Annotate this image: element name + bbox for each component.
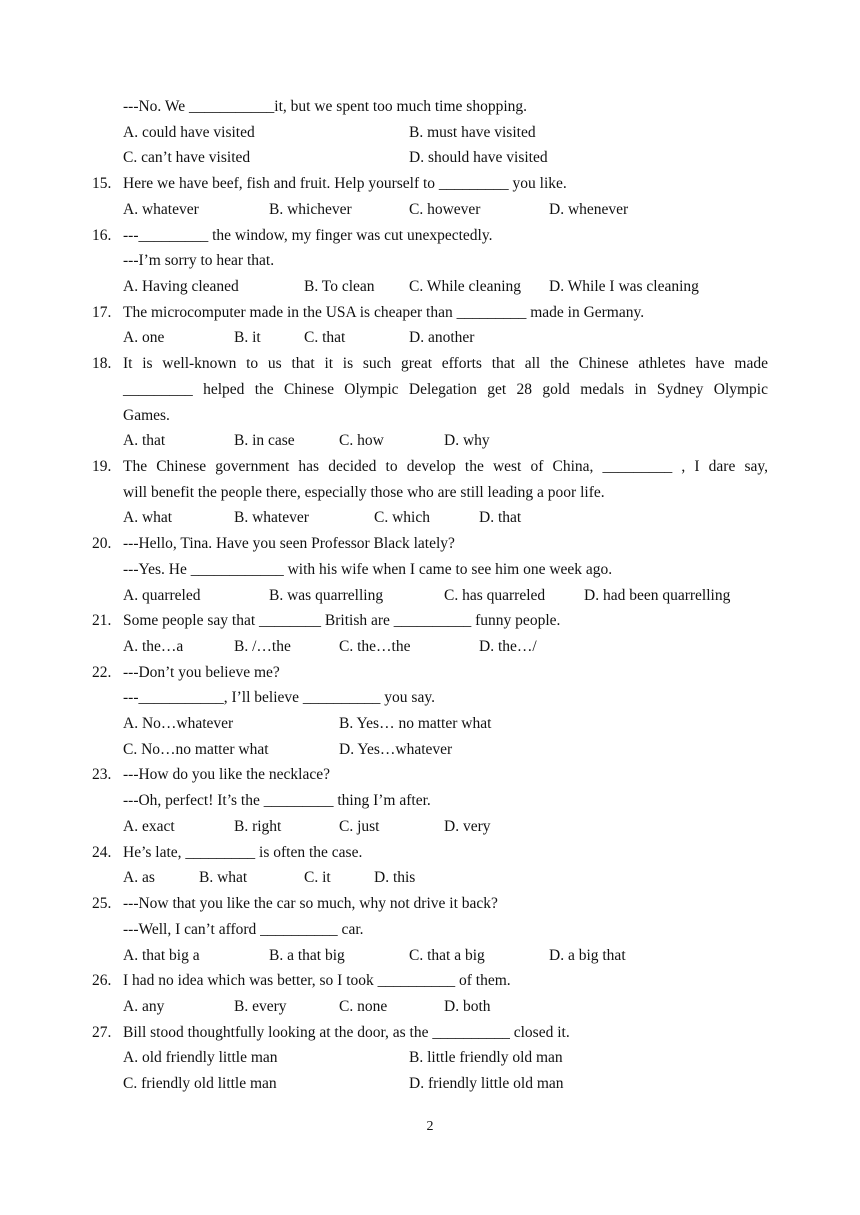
q17-option-d: D. another bbox=[409, 329, 475, 346]
q27-stem: Bill stood thoughtfully looking at the door, as the __________ closed it. bbox=[123, 1024, 570, 1041]
q26-option-d: D. both bbox=[444, 998, 491, 1015]
q18-option-d: D. why bbox=[444, 432, 490, 449]
q26-option-c: C. none bbox=[339, 998, 388, 1015]
q23-option-c: C. just bbox=[339, 818, 380, 835]
q18-stem-line1: It is well-known to us that it is such great efforts that all the Chinese athletes have made bbox=[123, 355, 768, 372]
q21-option-d: D. the…/ bbox=[479, 638, 537, 655]
q18-stem-line3: Games. bbox=[123, 407, 170, 424]
q18-option-b: B. in case bbox=[234, 432, 295, 449]
q16-stem-reply: ---I’m sorry to hear that. bbox=[123, 252, 275, 269]
q21-option-b: B. /…the bbox=[234, 638, 291, 655]
q19-option-c: C. which bbox=[374, 509, 430, 526]
q15-option-d: D. whenever bbox=[549, 201, 629, 218]
q25-stem: ---Now that you like the car so much, why not drive it back? bbox=[123, 895, 498, 912]
q19-option-a: A. what bbox=[123, 509, 173, 526]
q18-option-a: A. that bbox=[123, 432, 166, 449]
q24-stem: He’s late, _________ is often the case. bbox=[123, 844, 363, 861]
q22-option-d: D. Yes…whatever bbox=[339, 741, 453, 758]
q14-option-d: D. should have visited bbox=[409, 149, 548, 166]
q16-stem: ---_________ the window, my finger was cut unexpectedly. bbox=[123, 227, 493, 244]
q25-option-d: D. a big that bbox=[549, 947, 626, 964]
q20-option-b: B. was quarrelling bbox=[269, 587, 384, 604]
q14-option-a: A. could have visited bbox=[123, 124, 255, 141]
q24-option-c: C. it bbox=[304, 869, 331, 886]
q23-option-a: A. exact bbox=[123, 818, 175, 835]
q17-option-b: B. it bbox=[234, 329, 261, 346]
q24-option-a: A. as bbox=[123, 869, 155, 886]
q20-option-c: C. has quarreled bbox=[444, 587, 546, 604]
q20-number: 20. bbox=[92, 535, 112, 552]
q18-number: 18. bbox=[92, 355, 112, 372]
q15-stem: Here we have beef, fish and fruit. Help yourself to _________ you like. bbox=[123, 175, 567, 192]
q23-stem: ---How do you like the necklace? bbox=[123, 766, 331, 783]
q17-stem: The microcomputer made in the USA is cheaper than _________ made in Germany. bbox=[123, 304, 645, 321]
q25-option-b: B. a that big bbox=[269, 947, 345, 964]
q22-stem: ---Don’t you believe me? bbox=[123, 664, 280, 681]
q16-option-a: A. Having cleaned bbox=[123, 278, 239, 295]
q22-option-c: C. No…no matter what bbox=[123, 741, 269, 758]
q19-stem-line2: will benefit the people there, especially those who are still leading a poor life. bbox=[123, 484, 605, 501]
q19-option-d: D. that bbox=[479, 509, 522, 526]
q14-stem: ---No. We ___________it, but we spent too much time shopping. bbox=[123, 98, 528, 115]
q27-option-c: C. friendly old little man bbox=[123, 1075, 277, 1092]
q21-number: 21. bbox=[92, 612, 112, 629]
q17-option-c: C. that bbox=[304, 329, 346, 346]
q22-option-b: B. Yes… no matter what bbox=[339, 715, 492, 732]
q15-option-a: A. whatever bbox=[123, 201, 199, 218]
q25-stem-reply: ---Well, I can’t afford __________ car. bbox=[123, 921, 364, 938]
q14-option-b: B. must have visited bbox=[409, 124, 536, 141]
q22-option-a: A. No…whatever bbox=[123, 715, 234, 732]
q20-option-a: A. quarreled bbox=[123, 587, 201, 604]
q27-number: 27. bbox=[92, 1024, 112, 1041]
q27-option-a: A. old friendly little man bbox=[123, 1049, 278, 1066]
q26-option-a: A. any bbox=[123, 998, 165, 1015]
q20-option-d: D. had been quarrelling bbox=[584, 587, 731, 604]
q23-option-b: B. right bbox=[234, 818, 282, 835]
q22-stem-reply: ---___________, I’ll believe __________ you say. bbox=[123, 689, 435, 706]
q16-option-b: B. To clean bbox=[304, 278, 375, 295]
q20-stem: ---Hello, Tina. Have you seen Professor Black lately? bbox=[123, 535, 455, 552]
q26-option-b: B. every bbox=[234, 998, 287, 1015]
q21-option-a: A. the…a bbox=[123, 638, 184, 655]
q26-stem: I had no idea which was better, so I took __________ of them. bbox=[123, 972, 511, 989]
q16-number: 16. bbox=[92, 227, 112, 244]
q25-option-a: A. that big a bbox=[123, 947, 200, 964]
q24-option-b: B. what bbox=[199, 869, 248, 886]
q16-option-d: D. While I was cleaning bbox=[549, 278, 699, 295]
q15-option-c: C. however bbox=[409, 201, 481, 218]
q19-option-b: B. whatever bbox=[234, 509, 309, 526]
q22-number: 22. bbox=[92, 664, 112, 681]
q19-number: 19. bbox=[92, 458, 112, 475]
q27-option-b: B. little friendly old man bbox=[409, 1049, 563, 1066]
q27-option-d: D. friendly little old man bbox=[409, 1075, 564, 1092]
q15-number: 15. bbox=[92, 175, 112, 192]
q17-number: 17. bbox=[92, 304, 112, 321]
q24-number: 24. bbox=[92, 844, 112, 861]
q23-stem-reply: ---Oh, perfect! It’s the _________ thing I’m after. bbox=[123, 792, 431, 809]
q14-option-c: C. can’t have visited bbox=[123, 149, 251, 166]
q25-number: 25. bbox=[92, 895, 112, 912]
q19-stem-line1: The Chinese government has decided to develop the west of China, _________ , I dare say, bbox=[123, 458, 768, 475]
q20-stem-reply: ---Yes. He ____________ with his wife when I came to see him one week ago. bbox=[123, 561, 613, 578]
q23-number: 23. bbox=[92, 766, 112, 783]
q23-option-d: D. very bbox=[444, 818, 491, 835]
q17-option-a: A. one bbox=[123, 329, 165, 346]
q25-option-c: C. that a big bbox=[409, 947, 485, 964]
q18-option-c: C. how bbox=[339, 432, 384, 449]
q21-stem: Some people say that ________ British are __________ funny people. bbox=[123, 612, 561, 629]
q26-number: 26. bbox=[92, 972, 112, 989]
q16-option-c: C. While cleaning bbox=[409, 278, 522, 295]
q15-option-b: B. whichever bbox=[269, 201, 352, 218]
q21-option-c: C. the…the bbox=[339, 638, 411, 655]
q18-stem-line2: _________ helped the Chinese Olympic Delegation get 28 gold medals in Sydney Olympic bbox=[123, 381, 768, 398]
page-number: 2 bbox=[426, 1119, 434, 1134]
q24-option-d: D. this bbox=[374, 869, 416, 886]
